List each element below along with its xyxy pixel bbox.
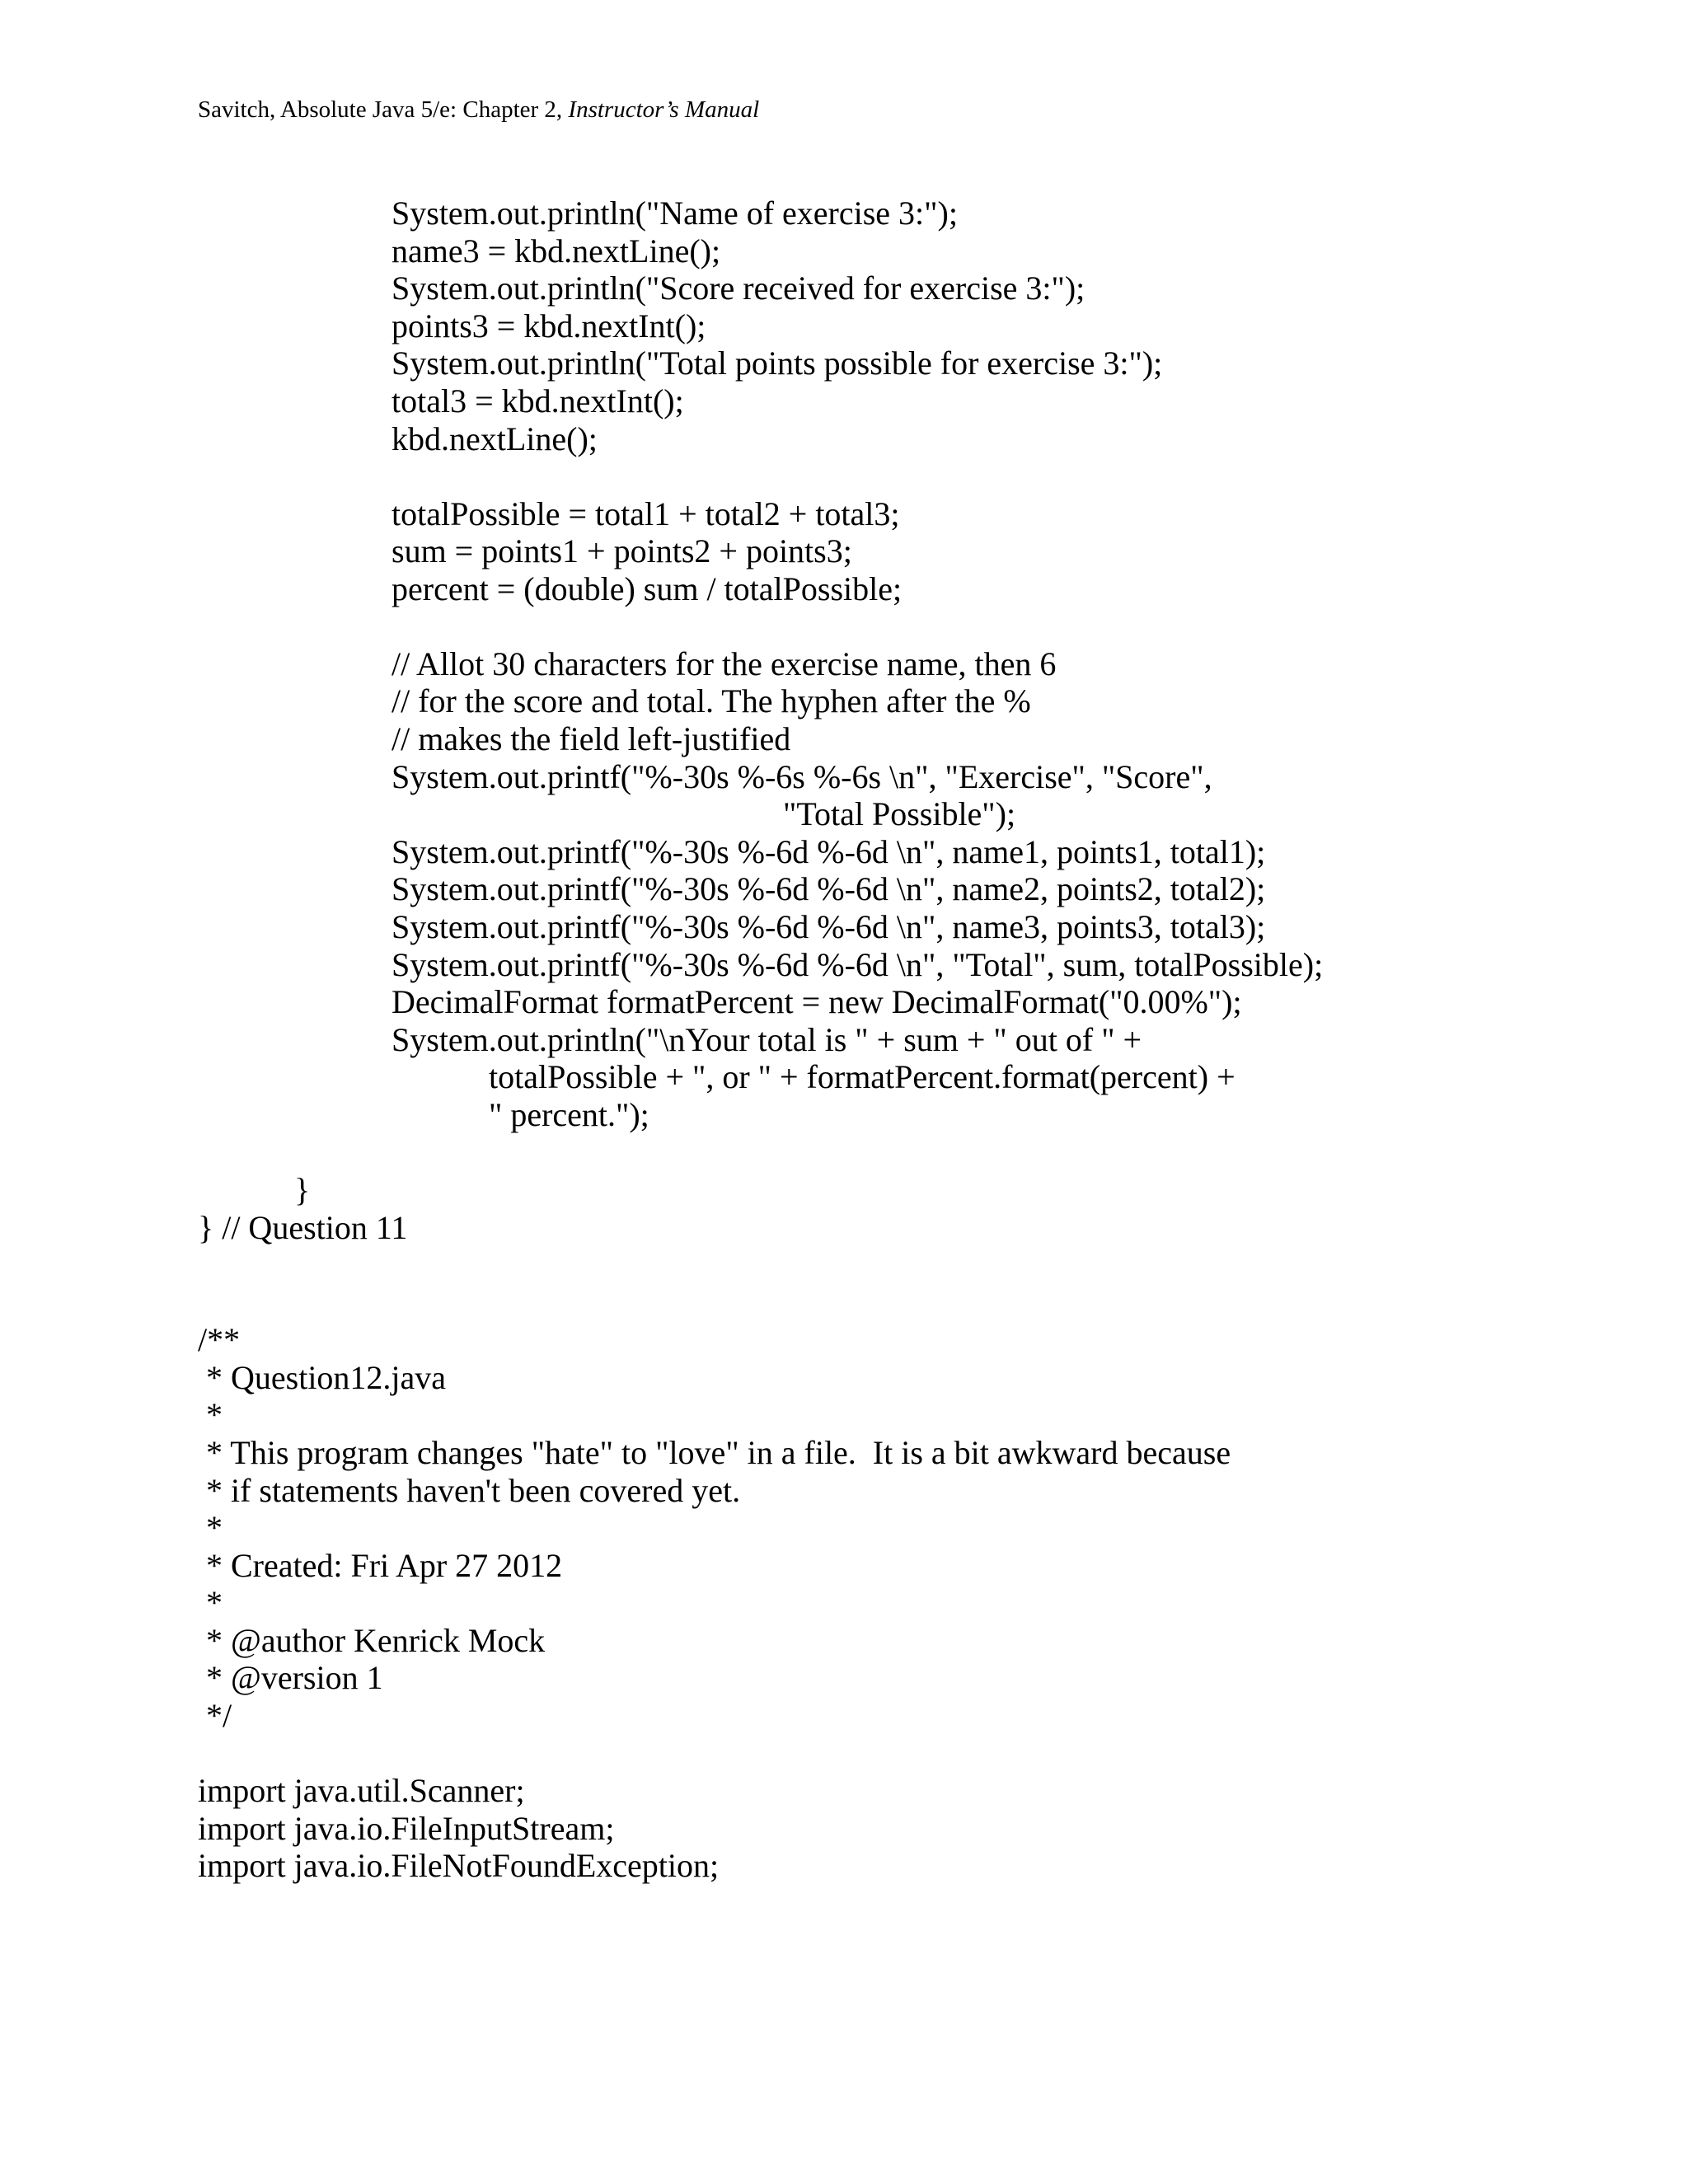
import-statement: import java.util.Scanner; <box>198 1772 525 1809</box>
code-comment-line: * <box>198 1509 223 1546</box>
code-line: System.out.printf("%-30s %-6d %-6d \n", name1, points1, total1); <box>392 833 1266 870</box>
code-closing-brace: } // Question 11 <box>198 1209 408 1246</box>
import-statement: import java.io.FileNotFoundException; <box>198 1847 720 1884</box>
header-text: Savitch, Absolute Java 5/e: Chapter 2, <box>198 96 569 123</box>
code-closing-brace: } <box>294 1171 311 1208</box>
code-line: totalPossible + ", or " + formatPercent.format(percent) + <box>489 1058 1236 1095</box>
code-line: System.out.println("Score received for exercise 3:"); <box>392 269 1085 307</box>
code-line: totalPossible = total1 + total2 + total3; <box>392 495 900 532</box>
code-line: System.out.println("Total points possible for exercise 3:"); <box>392 344 1163 382</box>
code-comment-line: */ <box>198 1697 232 1734</box>
code-line: DecimalFormat formatPercent = new DecimalFormat("0.00%"); <box>392 983 1242 1020</box>
code-line: kbd.nextLine(); <box>392 420 598 457</box>
code-line: total3 = kbd.nextInt(); <box>392 382 684 419</box>
code-comment-line: // Allot 30 characters for the exercise name, then 6 <box>392 645 1057 682</box>
code-comment-line: * Created: Fri Apr 27 2012 <box>198 1547 563 1584</box>
code-comment-line: * <box>198 1584 223 1621</box>
code-line: System.out.println("Name of exercise 3:"); <box>392 194 958 232</box>
code-line: percent = (double) sum / totalPossible; <box>392 570 903 607</box>
code-line: name3 = kbd.nextLine(); <box>392 232 721 269</box>
code-comment-line: // makes the field left-justified <box>392 720 791 757</box>
code-line: points3 = kbd.nextInt(); <box>392 307 706 344</box>
code-line: System.out.printf("%-30s %-6d %-6d \n", name3, points3, total3); <box>392 908 1266 945</box>
code-line: " percent."); <box>489 1096 649 1133</box>
code-comment-line: * @author Kenrick Mock <box>198 1622 546 1659</box>
code-comment-line: // for the score and total. The hyphen after the % <box>392 682 1031 719</box>
header-italic-text: Instructor’s Manual <box>568 96 760 123</box>
code-line: System.out.printf("%-30s %-6d %-6d \n", name2, points2, total2); <box>392 870 1266 907</box>
code-comment-line: * <box>198 1396 223 1433</box>
code-line: System.out.println("\nYour total is " + sum + " out of " + <box>392 1021 1142 1058</box>
running-header <box>198 96 759 124</box>
code-line: sum = points1 + points2 + points3; <box>392 532 852 569</box>
code-comment-line: /** <box>198 1321 241 1358</box>
code-line: System.out.printf("%-30s %-6s %-6s \n", "Exercise", "Score", <box>392 758 1212 795</box>
code-line: System.out.printf("%-30s %-6d %-6d \n", "Total", sum, totalPossible); <box>392 946 1324 983</box>
code-line: "Total Possible"); <box>783 795 1016 832</box>
code-comment-line: * This program changes "hate" to "love" in a file. It is a bit awkward because <box>198 1434 1231 1471</box>
code-comment-line: * Question12.java <box>198 1359 447 1396</box>
import-statement: import java.io.FileInputStream; <box>198 1810 615 1847</box>
code-comment-line: * @version 1 <box>198 1659 383 1696</box>
code-comment-line: * if statements haven't been covered yet. <box>198 1472 741 1509</box>
